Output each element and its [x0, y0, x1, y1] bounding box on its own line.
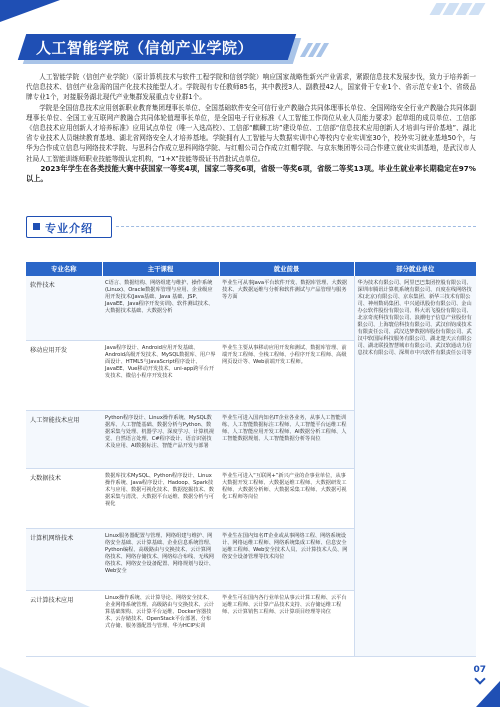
major-courses: Java程序设计、Android应用开发基础、Android高级开发技术、MySQL数据库、用户界面设计、HTML5与JavaScript程序设计、JavaEE、Vue移动开发技术、uni-app跨平台开发技术、微信小程序开发技术 — [102, 340, 219, 410]
major-name: 计算机网络技术 — [26, 528, 102, 590]
major-prospects: 毕业生可进入国内知名IT企业各业务，从事人工智能训练、人工智能数据标注工程师、人工智能平台运维工程师、人工智能应用开发工程师、AI数据分析工程师、人工智能数据规划、人工智能数据分析等岗位 — [219, 410, 354, 468]
major-name: 人工智能技术应用 — [26, 410, 102, 468]
employer-units: 华为技术有限公司、阿里巴巴集团控股有限公司、深圳市腾讯计算机系统有限公司、百度在线网络技术(北京)有限公司、京东集团、新华三技术有限公司、神州数码集团、中兴通讯股份有限公司、金山办公软件股份有限公司、科大讯飞股份有限公司、北京奇虎科技有限公司、浪潮电子信息产业股份有限公司、上海寰信科技有限公司、武汉佰钧成技术有限责任公司、武汉达梦数据库股份有限公司、武汉中软国际科技服务有限公司、湖北楚天云有限公司、湖北联投智慧城市有限公司、武汉软通动力信息技术有限公司、深圳市中兴软件有限责任公司等 — [354, 276, 476, 656]
major-name: 软件技术 — [26, 276, 102, 340]
corner-decoration-top-right — [430, 0, 500, 12]
section-divider — [116, 226, 476, 227]
major-prospects: 毕业生可在国内各行业单位从事云计算工程师、云平台运维工程师、云计算产品技术支持、云存储运维工程师、云计算销售工程师、云计算项目经理等岗位 — [219, 590, 354, 656]
major-courses: C语言、数据结构、网络组建与维护、操作系统(Linux)、Oracle数据库管理与应用、企业级应用开发技术(Java基础、Java 基础、JSP、JavaEE、Java程序开发实训)、软件测试技术、大数据技术基础、大数据分析 — [102, 276, 219, 340]
page-title: 人工智能学院（信创产业学院） — [36, 39, 254, 57]
major-prospects: 毕业生主要从事移动应用开发和测试、数据库管理、前端开发工程师、全栈工程师、小程序开发工程师、高级网页设计等、Web前端开发工程师。 — [219, 340, 354, 410]
major-name: 大数据技术 — [26, 468, 102, 528]
table-row — [26, 276, 476, 340]
intro-paragraph-1: 人工智能学院（信创产业学院）（原计算机技术与软件工程学院和信创学院）响应国家战略性新兴产业需求，紧跟信息技术发展步伐，致力于培养新一代信息技术、信创产业急需的国产化技术技能型人才。学院现有专任教师85名，其中教授3人、副教授42人，国家骨干专业1个、省示范专业1个、省级品牌专业1个，对接服务湖北现代产业集群发展重点专业群1个。 — [26, 73, 476, 102]
header-major-name: 专业名称 — [26, 262, 102, 276]
section-heading — [26, 216, 112, 238]
intro-paragraph-3: 2023年学生在各类技能大赛中获国家一等奖4项，国家二等奖6项，省级一等奖6项，省级二等奖13项。毕业生就业率长期稳定在97%以上。 — [26, 163, 476, 184]
page-number: 07 — [473, 665, 486, 675]
major-prospects: 毕业生在国内知名IT企业或从事网络工程、网络系统设计、网络运维工程师、网络系统集成工程师、信息安全运维工程师、Web安全技术人员、云计算技术人员、网络安全设备管理等技术岗位 — [219, 528, 354, 590]
major-courses: Python程序设计、Linux操作系统、MySQL数据库、人工智能基础、数据分析与Python、数据采集与处理、机器学习、深度学习、计算机视觉、自然语言处理、C#程序设计、语音识别技术及应用、AI数据标注、智能产品开发与部署 — [102, 410, 219, 468]
major-courses: Linux服务器配置与管理、网络组建与维护、网络安全基础、云计算基础、企业信息系统管理、Python编程、高级路由与交换技术、云计算网络技术、网络存储技术、网络综合布线、无线网络技术、网络安全设备配置、网络规划与设计、Web安全 — [102, 528, 219, 590]
section-title: 专业介绍 — [45, 222, 93, 235]
section-marker-icon — [33, 223, 40, 230]
corner-decoration-bottom-left — [0, 667, 90, 707]
table-header-row — [26, 262, 476, 276]
major-prospects: 毕业生可从事Java平台软件开发、数据库管理、大数据技术、大数据运维与分析和软件测试与产品管理与服务等方面 — [219, 276, 354, 340]
major-name: 移动应用开发 — [26, 340, 102, 410]
intro-text — [26, 72, 476, 185]
title-banner — [22, 34, 422, 64]
corner-decoration-top-left — [0, 0, 60, 22]
major-courses: 数据库技术MySQL、Python程序设计、Linux操作系统、Java程序设计、Hadoop、Spark技术与应用、数据可视化技术、数据挖掘技术、数据采集与清洗、大数据平台运维、数据分析与可视化 — [102, 468, 219, 528]
major-courses: Linux操作系统、云计算导论、网络安全技术、企业网络系统管理、高级路由与交换技术、云计算基础架构、云计算平台运维、Docker容器技术、云存储技术、OpenStack平台部署、分布式存储、服务器配置与管理、华为HCIP实训 — [102, 590, 219, 656]
header-units: 部分就业单位 — [354, 262, 476, 276]
title-stripes-decoration — [304, 42, 328, 61]
major-name: 云计算技术应用 — [26, 590, 102, 656]
intro-paragraph-2: 学院是全国信息技术应用创新职业教育集团理事长单位、全国基础软件安全可信行业产教融合共同体理事长单位、全国网络安全行业产教融合共同体副理事长单位、全国工业互联网产教融合共同体轮值理事长单位，是全国电子行业标准《人工智能工作岗位从业人员能力要求》起草组的成员单位、工信部《信息技术应用创新人才培养标准》应用试点单位（唯一入选高校）、工信部“麒麟工坊”建设单位、工信部“信息技术应用创新人才培训与评价基地”、湖北省专业技术人员继续教育基地、湖北省网络安全人才培养基地。学院拥有人工智能与大数据实训中心等校内专业实训室30个，校外实习就业基地50个，与华为合作成立信息与网络技术学院、与思科合作成立思科网络学院、与红帽公司合作成立红帽学院、与京东集团等公司合作建立就业实训基地，是武汉市人社局人工智能训练师职业技能等级认定机构，“1+X”技能等级证书首批试点单位。 — [26, 103, 476, 163]
header-prospects: 就业前景 — [219, 262, 354, 276]
majors-table — [26, 262, 476, 657]
major-prospects: 毕业生可进入“互联网+”新兴产业的企事业单位，从事大数据开发工程师、大数据运维工程师、大数据研发工程师、大数据分析师、大数据采集工程师、大数据可视化工程师等岗位 — [219, 468, 354, 528]
header-courses: 主干课程 — [102, 262, 219, 276]
